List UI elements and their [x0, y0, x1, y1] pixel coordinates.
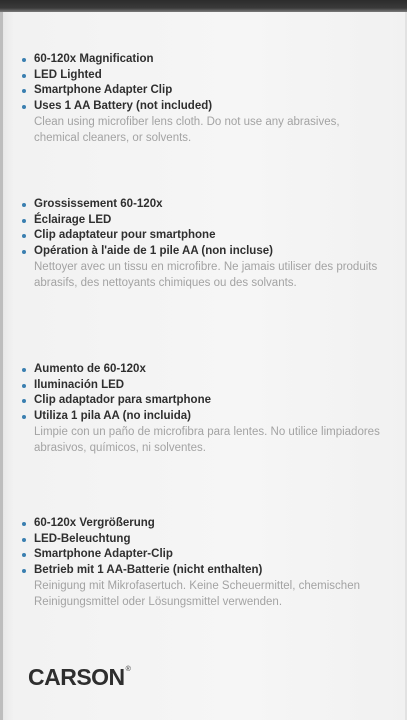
- bullet-icon: [22, 89, 26, 93]
- top-dark-edge: [0, 0, 407, 12]
- feature-item: [22, 83, 392, 99]
- bullet-icon: [22, 105, 26, 109]
- feature-item: [22, 532, 392, 548]
- bullet-icon: [22, 203, 26, 207]
- feature-item: [22, 547, 392, 563]
- feature-text: Aumento de 60-120x: [34, 363, 146, 375]
- bullet-icon: [22, 58, 26, 62]
- bullet-icon: [22, 522, 26, 526]
- section-french: [22, 197, 392, 291]
- feature-item: [22, 378, 392, 394]
- bullet-icon: [22, 553, 26, 557]
- bullet-icon: [22, 415, 26, 419]
- feature-item: [22, 68, 392, 84]
- feature-item: [22, 409, 392, 425]
- section-spanish: [22, 362, 392, 456]
- care-instructions: Clean using microfiber lens cloth. Do not use any abrasives, chemical cleaners, or solvents.: [34, 116, 340, 145]
- bullet-icon: [22, 538, 26, 542]
- bullet-icon: [22, 368, 26, 372]
- feature-text: 60-120x Vergrößerung: [34, 517, 155, 529]
- care-instructions: Nettoyer avec un tissu en microfibre. Ne jamais utiliser des produits abrasifs, des nettoyants chimiques ou des solvants.: [34, 261, 378, 290]
- feature-text: Uses 1 AA Battery (not included): [34, 99, 213, 112]
- feature-item: [22, 362, 392, 378]
- feature-text: Clip adaptador para smartphone: [34, 394, 212, 407]
- feature-item: [22, 197, 392, 213]
- feature-item: [22, 244, 392, 260]
- section-german: [22, 516, 392, 610]
- feature-item: [22, 393, 392, 409]
- feature-item: [22, 563, 392, 579]
- feature-text: Betrieb mit 1 AA-Batterie (nicht enthalten): [34, 563, 263, 576]
- feature-item: [22, 99, 392, 115]
- feature-text: Iluminación LED: [34, 378, 125, 391]
- feature-item: [22, 52, 392, 68]
- care-instructions: Reinigung mit Mikrofasertuch. Keine Scheuermittel, chemischen Reinigungsmittel oder Lösungsmittel verwenden.: [34, 580, 360, 609]
- bullet-icon: [22, 250, 26, 254]
- bullet-icon: [22, 234, 26, 238]
- bullet-icon: [22, 219, 26, 223]
- brand-name: CARSON: [28, 664, 125, 690]
- bullet-icon: [22, 569, 26, 573]
- registered-mark: ®: [125, 666, 131, 673]
- feature-text: LED Lighted: [34, 68, 102, 81]
- feature-text: Opération à l'aide de 1 pile AA (non incluse): [34, 244, 273, 257]
- left-shadow-edge: [0, 12, 3, 720]
- bullet-icon: [22, 74, 26, 78]
- feature-text: Smartphone Adapter Clip: [34, 84, 173, 97]
- feature-item: [22, 516, 392, 532]
- feature-text: Smartphone Adapter-Clip: [34, 548, 173, 561]
- brand-logo: [28, 664, 130, 691]
- feature-text: Éclairage LED: [34, 213, 112, 226]
- feature-text: 60-120x Magnification: [34, 53, 154, 65]
- feature-text: Utiliza 1 pila AA (no incluida): [34, 409, 191, 422]
- feature-item: [22, 228, 392, 244]
- section-english: [22, 52, 392, 146]
- feature-text: LED-Beleuchtung: [34, 532, 131, 545]
- feature-item: [22, 213, 392, 229]
- feature-text: Grossissement 60-120x: [34, 198, 163, 210]
- bullet-icon: [22, 384, 26, 388]
- care-instructions: Limpie con un paño de microfibra para lentes. No utilice limpiadores abrasivos, químicos, ni solventes.: [34, 426, 380, 455]
- bullet-icon: [22, 399, 26, 403]
- feature-text: Clip adaptateur pour smartphone: [34, 229, 216, 242]
